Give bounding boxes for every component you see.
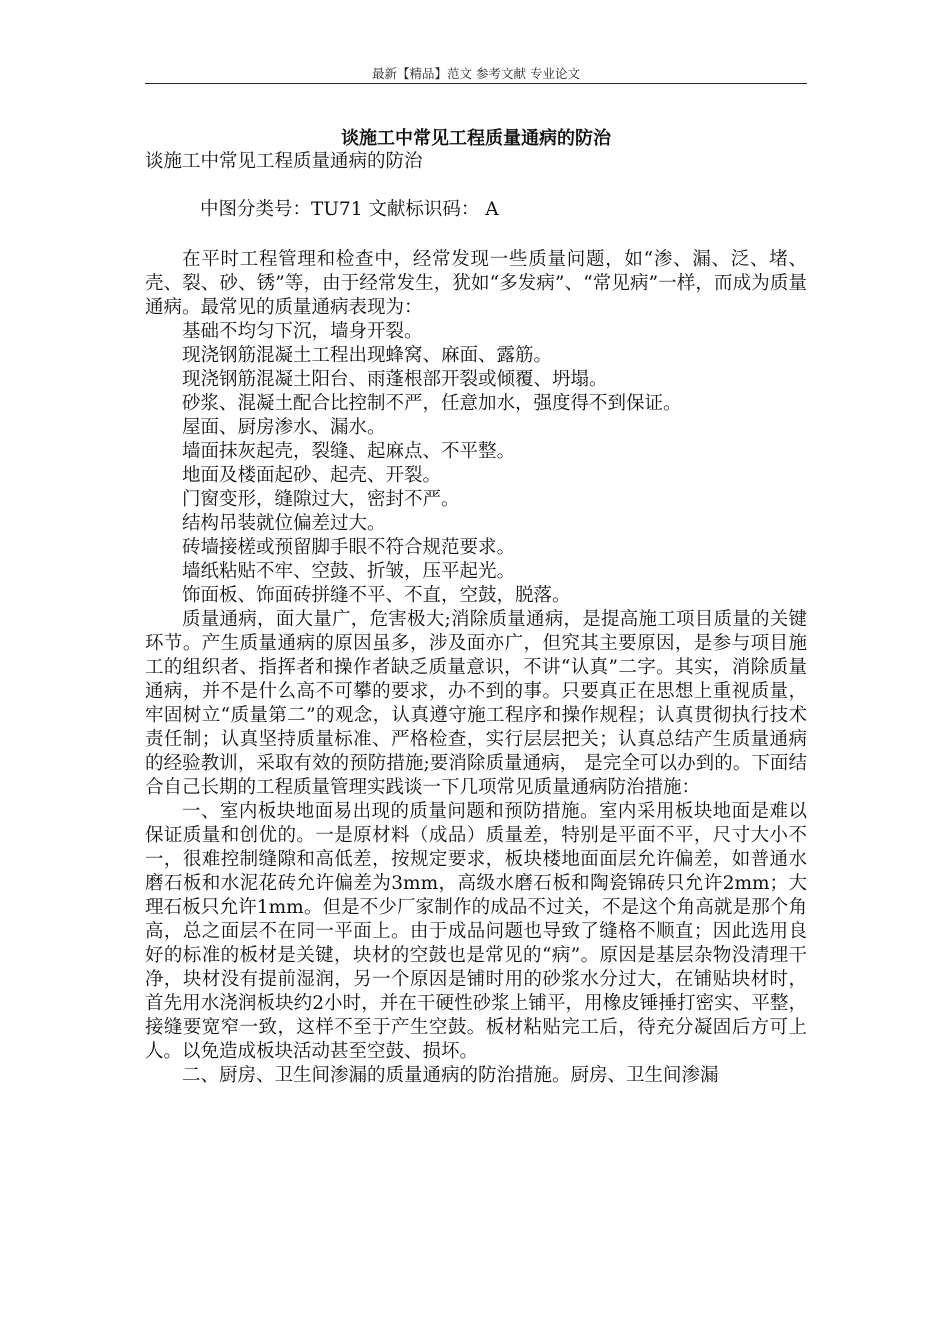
body-paragraph: 一、室内板块地面易出现的质量问题和预防措施。室内采用板块地面是难以保证质量和创优的。一是原材料（成品）质量差，特别是平面不平，尺寸大小不一，很难控制缝隙和高低差，按规定要求，板块楼地面面层允许偏差，如普通水磨石板和水泥花砖允许偏差为3mm，高级水磨石板和陶瓷锦砖只允许2mm；大理石板只允许1mm。但是不少厂家制作的成品不过关，不是这个角高就是那个角高，总之面层不在同一平面上。由于成品问题也导致了缝格不顺直；因此选用良好的标准的板材是关键，块材的空鼓也是常见的“病”。原因是基层杂物没清理干净，块材没有提前湿润，另一个原因是铺时用的砂浆水分过大，在铺贴块材时，首先用水浇润板块约2小时，并在干硬性砂浆上铺平，用橡皮锤捶打密实、平整，接缝要宽窄一致，这样不至于产生空鼓。板材粘贴完工后，待充分凝固后方可上人。以免造成板块活动甚至空鼓、损坏。: [145, 801, 807, 1062]
intro-paragraph: 在平时工程管理和检查中，经常发现一些质量问题，如“渗、漏、泛、堵、壳、裂、砂、锈”等，由于经常发生，犹如“多发病”、“常见病”一样，而成为质量通病。最常见的质量通病表现为：: [145, 249, 807, 318]
list-item: 墙面抹灰起壳，裂缝、起麻点、不平整。: [182, 441, 516, 462]
list-item: 砖墙接槎或预留脚手眼不符合规范要求。: [182, 537, 516, 558]
list-item: 现浇钢筋混凝土工程出现蜂窝、麻面、露筋。: [182, 345, 553, 366]
list-item: 基础不均匀下沉，墙身开裂。: [182, 321, 423, 342]
list-item: 砂浆、混凝土配合比控制不严，任意加水，强度得不到保证。: [182, 393, 682, 414]
page-header: 最新【精品】范文 参考文献 专业论文: [372, 66, 580, 81]
list-item: 屋面、厨房渗水、漏水。: [182, 417, 386, 438]
classification-line: 中图分类号：TU71 文献标识码： A: [200, 199, 499, 220]
list-item: 结构吊装就位偏差过大。: [182, 513, 386, 534]
body-paragraph: 二、厨房、卫生间渗漏的质量通病的防治措施。厨房、卫生间渗漏: [182, 1065, 719, 1086]
list-item: 饰面板、饰面砖拼缝不平、不直，空鼓，脱落。: [182, 585, 571, 606]
list-item: 地面及楼面起砂、起壳、开裂。: [182, 465, 442, 486]
list-item: 墙纸粘贴不牢、空鼓、折皱，压平起光。: [182, 561, 516, 582]
header-divider: [145, 83, 807, 84]
list-item: 门窗变形，缝隙过大，密封不严。: [182, 489, 460, 510]
document-title: 谈施工中常见工程质量通病的防治: [341, 128, 611, 149]
document-body: [145, 150, 807, 1088]
body-paragraph: 质量通病，面大量广，危害极大;消除质量通病，是提高施工项目质量的关键环节。产生质量通病的原因虽多，涉及面亦广，但究其主要原因，是参与项目施工的组织者、指挥者和操作者缺乏质量意识，不讲“认真”二字。其实，消除质量通病，并不是什么高不可攀的要求，办不到的事。只要真正在思想上重视质量，牢固树立“质量第二”的观念，认真遵守施工程序和操作规程；认真贯彻执行技术责任制；认真坚持质量标准、严格检查，实行层层把关；认真总结产生质量通病的经验教训，采取有效的预防措施;要消除质量通病， 是完全可以办到的。下面结合自己长期的工程质量管理实践谈一下几项常见质量通病防治措施：: [145, 609, 807, 798]
document-subtitle: 谈施工中常见工程质量通病的防治: [145, 151, 423, 172]
list-item: 现浇钢筋混凝土阳台、雨蓬根部开裂或倾覆、坍塌。: [182, 369, 608, 390]
spacer: [145, 222, 807, 248]
